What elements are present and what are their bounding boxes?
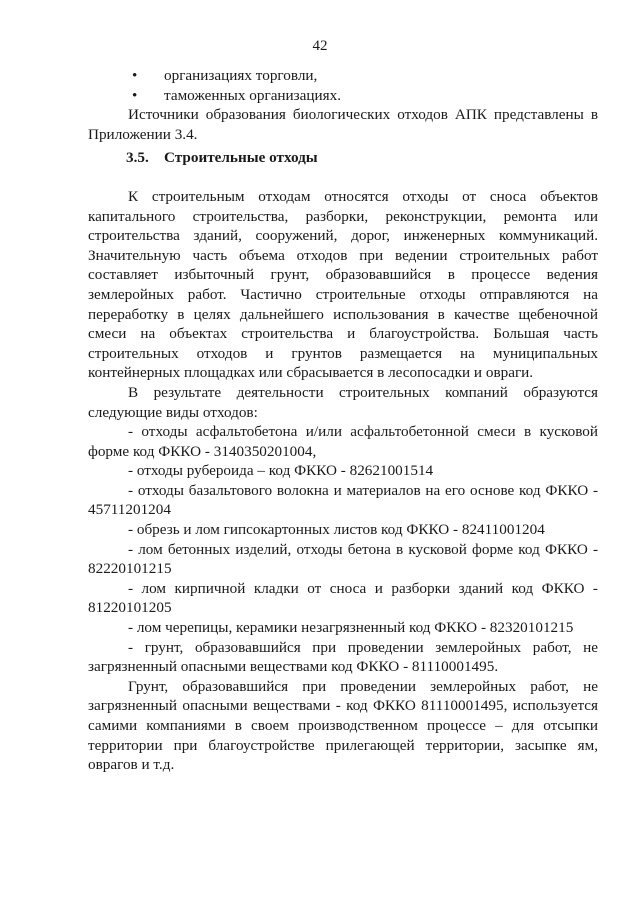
bullet-item: • организациях торговли, xyxy=(132,67,318,84)
section-title: Строительные отходы xyxy=(164,149,318,167)
page-content xyxy=(88,66,598,775)
bullet-item: • таможенных организациях. xyxy=(132,86,342,104)
bullet-dot-icon: • xyxy=(132,67,138,84)
intro-paragraph: Источники образования биологических отходов АПК представлены в Приложении 3.4. xyxy=(88,106,598,143)
paragraph-2: В результате деятельности строительных компаний образуются следующие виды отходов: xyxy=(88,383,598,421)
waste-item: - лом черепицы, керамики незагрязненный код ФККО - 82320101215 xyxy=(128,619,574,637)
waste-item: - отходы рубероида – код ФККО - 82621001514 xyxy=(128,462,434,480)
waste-item: - грунт, образовавшийся при проведении землеройных работ, не загрязненный опасными веществами код ФККО - 81110001495. xyxy=(88,638,598,676)
spacer xyxy=(88,168,598,187)
section-heading xyxy=(126,148,598,168)
waste-item: - отходы асфальтобетона и/или асфальтобетонной смеси в кусковой форме код ФККО - 3140350201004, xyxy=(88,423,598,460)
waste-item: - обрезь и лом гипсокартонных листов код ФККО - 82411001204 xyxy=(128,521,545,539)
waste-list xyxy=(88,422,598,677)
paragraph-3: Грунт, образовавшийся при проведении землеройных работ, не загрязненный опасными веществами - код ФККО 81110001495, используется самими компаниями в своем производственном процессе – для отсыпки территории при благоустройстве прилегающей территории, засыпке ям, оврагов и т.д. xyxy=(88,677,598,774)
paragraph-1: К строительным отходам относятся отходы от сноса объектов капитального строительства, разборки, реконструкции, ремонта или строительства зданий, сооружений, дорог, инженерных коммуникаций. Значительную часть объема отходов при ведении строительных работ составляет избыточный грунт, образовавшийся в процессе ведения землеройных работ. Частично строительные отходы отправляются на переработку в целях дальнейшего использования в качестве щебеночной смеси на объектах строительства и благоустройства. Большая часть строительных отходов и грунтов размещается на муниципальных контейнерных площадках или сбрасывается в лесопосадки и овраги. xyxy=(88,187,598,382)
bullet-list xyxy=(88,66,598,105)
page-number: 42 xyxy=(312,38,328,54)
section-number: 3.5. xyxy=(126,149,149,167)
bullet-dot-icon: • xyxy=(132,86,138,104)
waste-item: - отходы базальтового волокна и материалов на его основе код ФККО - 45711201204 xyxy=(88,481,598,519)
waste-item: - лом бетонных изделий, отходы бетона в кусковой форме код ФККО - 82220101215 xyxy=(88,540,598,578)
waste-item: - лом кирпичной кладки от сноса и разборки зданий код ФККО - 81220101205 xyxy=(88,579,598,617)
